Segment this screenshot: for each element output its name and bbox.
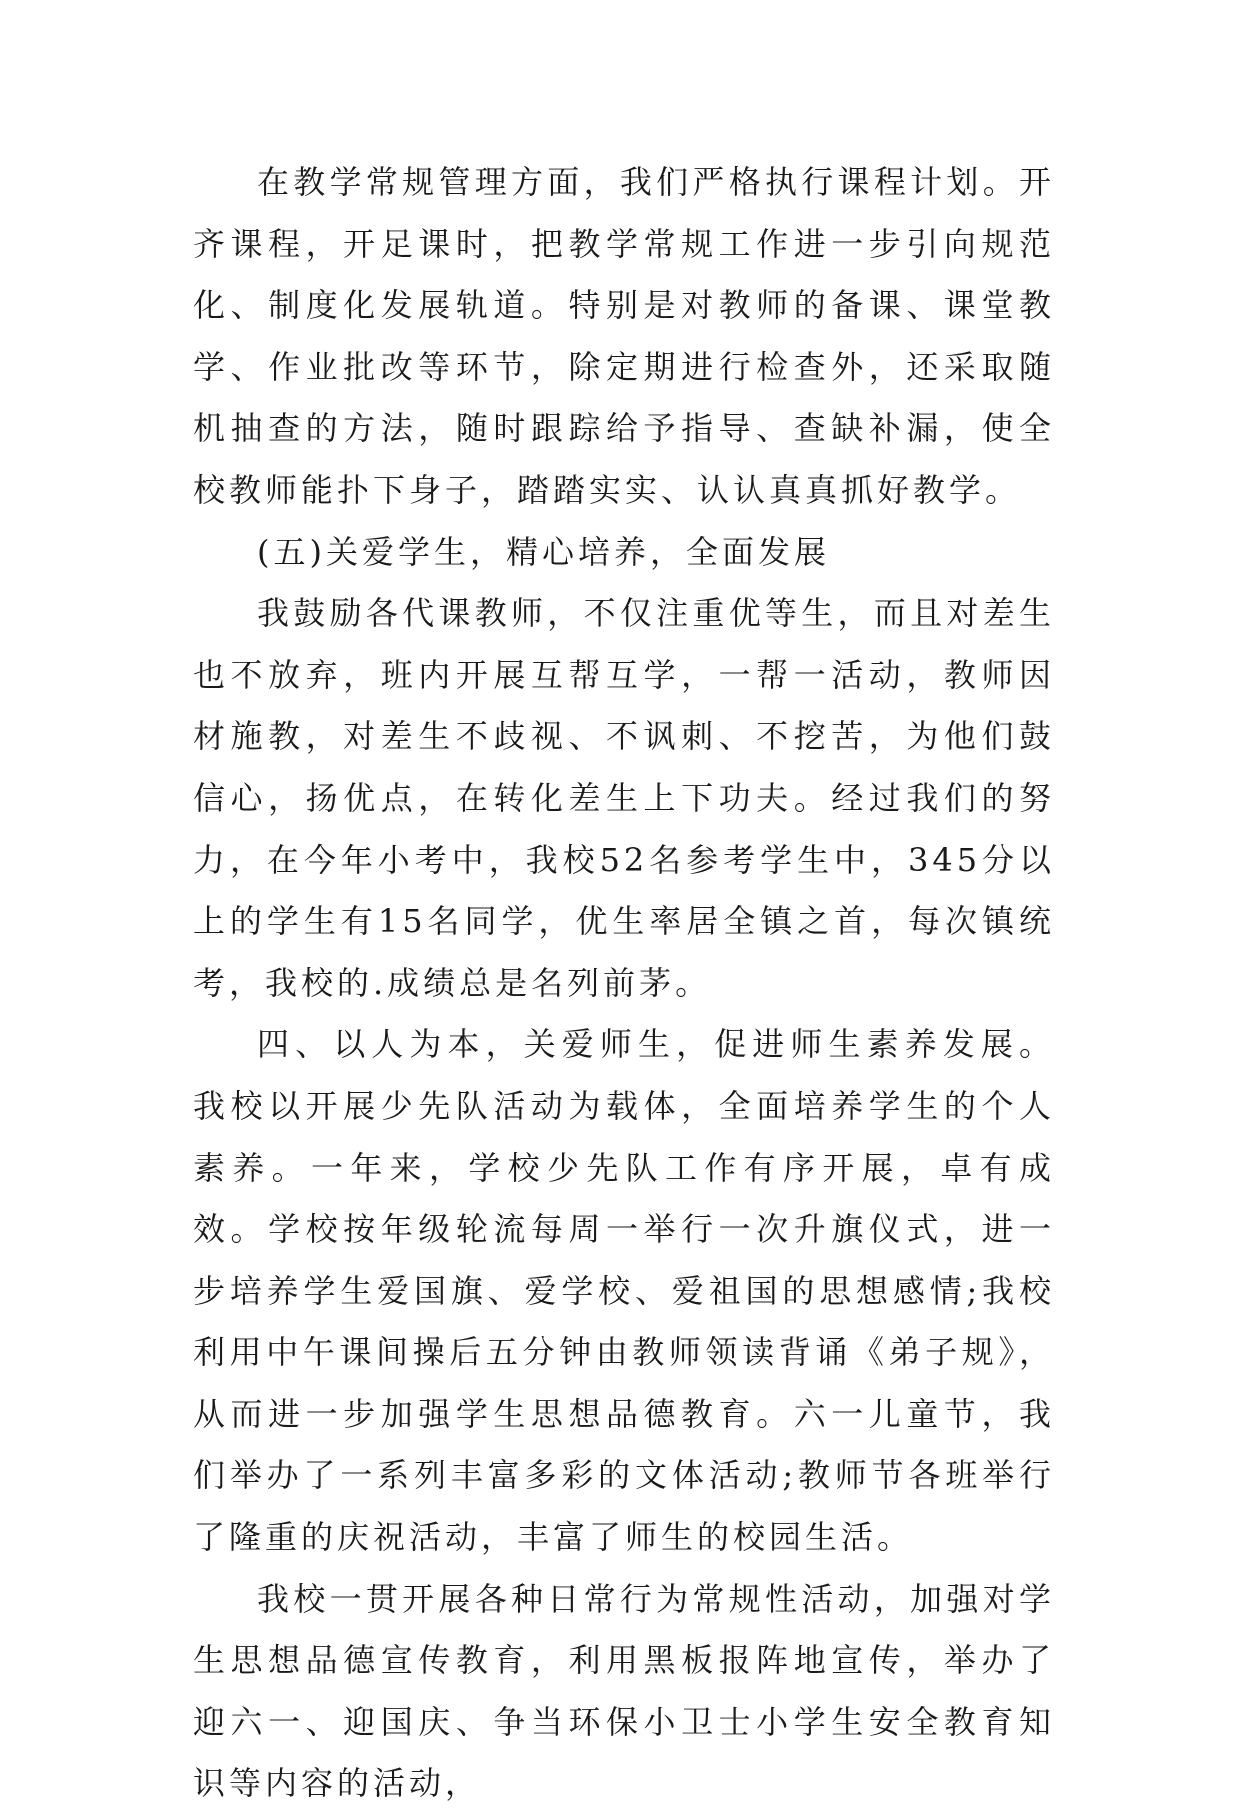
paragraph-people-oriented: 四、以人为本，关爱师生，促进师生素养发展。 我校以开展少先队活动为载体，全面培养学生的个人素养。一年来，学校少先队工作有序开展，卓有成效。学校按年级轮流每周一举行一次升旗仪式，进一步培养学生爱国旗、爱学校、爱祖国的思想感情;我校利用中午课间操后五分钟由教师领读背诵《弟子规》，从而进一步加强学生思想品德教育。六一儿童节，我们举办了一系列丰富多彩的文体活动;教师节各班举行了隆重的庆祝活动，丰富了师生的校园生活。 xyxy=(193,1025,1055,1557)
section-heading-care-students: (五)关爱学生，精心培养，全面发展 xyxy=(257,532,830,571)
paragraph-teaching-routine: 在教学常规管理方面，我们严格执行课程计划。开齐课程，开足课时，把教学常规工作进一步引向规范化、制度化发展轨道。特别是对教师的备课、课堂教学、作业批改等环节，除定期进行检查外，还采取随机抽查的方法，随时跟踪给予指导、查缺补漏，使全校教师能扑下身子，踏踏实实、认认真真抓好教学。 xyxy=(193,163,1055,509)
paragraph-student-support: 我鼓励各代课教师，不仅注重优等生，而且对差生也不放弃，班内开展互帮互学，一帮一活动，教师因材施教，对差生不歧视、不讽刺、不挖苦，为他们鼓信心，扬优点，在转化差生上下功夫。经过我们的努力，在今年小考中，我校52名参考学生中，345分以上的学生有15名同学，优生率居全镇之首，每次镇统考，我校的.成绩总是名列前茅。 xyxy=(193,594,1055,1002)
document-body xyxy=(193,152,1055,1815)
paragraph-daily-activities: 我校一贯开展各种日常行为常规性活动，加强对学生思想品德宣传教育，利用黑板报阵地宣传，举办了迎六一、迎国庆、争当环保小卫士小学生安全教育知识等内容的活动， xyxy=(193,1579,1055,1803)
